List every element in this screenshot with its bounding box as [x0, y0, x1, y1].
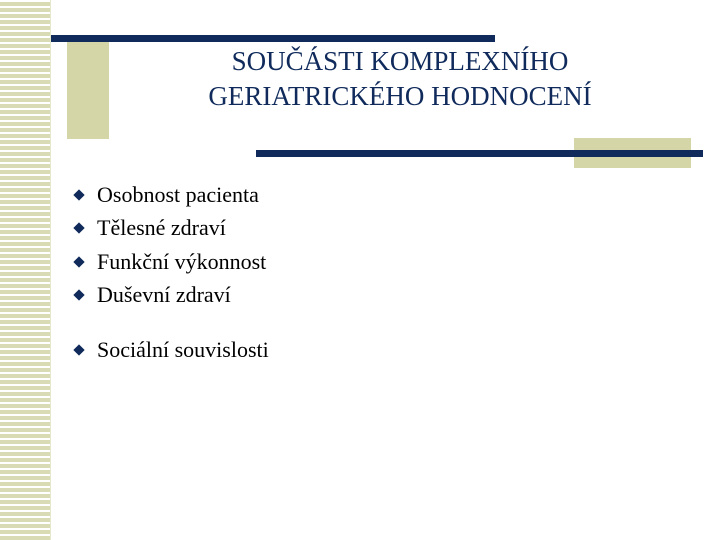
list-item-label: Funkční výkonnost	[97, 248, 267, 274]
list-item	[72, 245, 269, 279]
title-rule-bottom	[256, 150, 703, 157]
slide-title	[120, 44, 680, 114]
list-item-label: Duševní zdraví	[97, 282, 231, 308]
slide-title-line-2: GERIATRICKÉHO HODNOCENÍ	[208, 81, 592, 111]
diamond-bullet-icon	[73, 189, 84, 200]
list-item-label: Tělesné zdraví	[97, 215, 226, 241]
diamond-bullet-icon	[73, 344, 84, 355]
decorative-stripes	[0, 0, 51, 540]
list-item	[72, 333, 269, 367]
bullet-list	[72, 178, 269, 367]
list-item	[72, 212, 269, 246]
list-item	[72, 279, 269, 313]
diamond-bullet-icon	[73, 223, 84, 234]
slide-title-line-1: SOUČÁSTI KOMPLEXNÍHO	[231, 46, 569, 76]
title-accent-block	[67, 38, 109, 139]
list-item-label: Osobnost pacienta	[97, 181, 259, 207]
list-item	[72, 178, 269, 212]
title-rule-top	[51, 35, 495, 42]
diamond-bullet-icon	[73, 256, 84, 267]
list-item-label: Sociální souvislosti	[97, 336, 269, 362]
diamond-bullet-icon	[73, 290, 84, 301]
